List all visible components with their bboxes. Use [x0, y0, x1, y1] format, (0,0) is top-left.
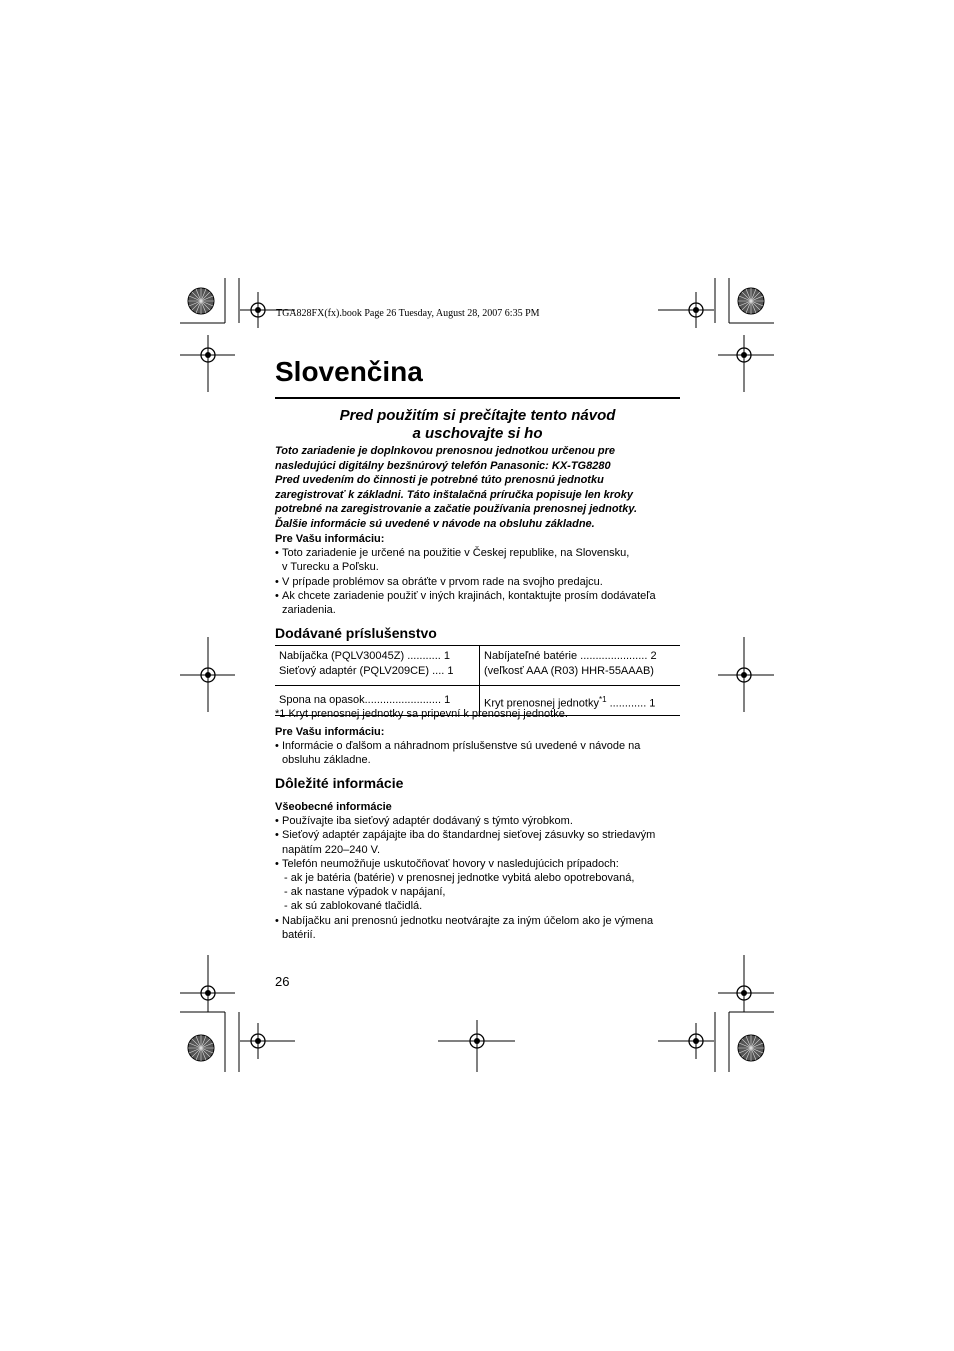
intro-line: nasledujúci digitálny bezšnúrový telefón Panasonic: KX-TG8280	[275, 459, 611, 472]
info-bullet-cont: napätím 220–240 V.	[282, 843, 381, 856]
accessory-cell	[480, 646, 681, 686]
info-bullet: • Telefón neumožňuje uskutočňovať hovory v nasledujúcich prípadoch:	[275, 857, 695, 871]
info-bullet-cont: obsluhu základne.	[282, 754, 371, 767]
accessory-item: Kryt prenosnej jednotky	[484, 697, 599, 710]
accessory-item: Spona na opasok......................... 1	[279, 694, 451, 706]
info-bullet-cont: batérií.	[282, 928, 316, 941]
info-bullet: • Sieťový adaptér zapájajte iba do štandardnej sieťovej zásuvky so striedavým	[275, 828, 695, 842]
page-number: 26	[275, 974, 290, 989]
info-bullet-cont: v Turecku a Poľsku.	[282, 561, 379, 574]
intro-paragraph	[275, 444, 680, 531]
info-bullet: • Nabíjačku ani prenosnú jednotku neotvárajte za iným účelom ako je výmena	[275, 914, 695, 928]
info-heading: Pre Vašu informáciu:	[275, 533, 385, 545]
info-block-1	[275, 532, 695, 617]
accessory-item: (veľkosť AAA (R03) HHR-55AAAB)	[484, 664, 654, 677]
subtitle-line: Pred použitím si prečítajte tento návod	[339, 407, 616, 424]
subtitle-line: a uschovajte si ho	[412, 425, 543, 442]
accessory-qty: ............ 1	[606, 697, 656, 710]
info-bullet: • Používajte iba sieťový adaptér dodávaný s týmto výrobkom.	[275, 814, 695, 828]
general-info-heading: Všeobecné informácie	[275, 801, 392, 813]
footnote: *1 Kryt prenosnej jednotky sa pripevní k prenosnej jednotke.	[275, 708, 568, 720]
intro-line: zaregistrovať k základni. Táto inštalačná príručka popisuje len kroky	[275, 488, 634, 501]
info-bullet: • Ak chcete zariadenie použiť v iných krajinách, kontaktujte prosím dodávateľa	[275, 589, 695, 603]
info-subitem: - ak sú zablokované tlačidlá.	[284, 900, 423, 913]
intro-line: Toto zariadenie je doplnkovou prenosnou jednotkou určenou pre	[275, 445, 616, 457]
accessory-item: Sieťový adaptér (PQLV209CE) .... 1	[279, 664, 454, 677]
page-title: Slovenčina	[275, 356, 423, 387]
accessories-table	[275, 645, 680, 716]
info-bullet: • Toto zariadenie je určené na použitie v Českej republike, na Slovensku,	[275, 546, 695, 560]
info-subitem: - ak je batéria (batérie) v prenosnej jednotke vybitá alebo opotrebovaná,	[284, 872, 635, 885]
accessories-heading: Dodávané príslušenstvo	[275, 625, 437, 641]
info-subitem: - ak nastane výpadok v napájaní,	[284, 886, 446, 899]
info-heading: Pre Vašu informáciu:	[275, 726, 385, 738]
intro-line: Pred uvedením do činnosti je potrebné túto prenosnú jednotku	[275, 474, 604, 486]
print-header: TGA828FX(fx).book Page 26 Tuesday, August 28, 2007 6:35 PM	[276, 308, 540, 319]
info-bullet-cont: zariadenia.	[282, 604, 336, 617]
title-rule	[275, 397, 680, 399]
intro-line: Ďalšie informácie sú uvedené v návode na obsluhu základne.	[275, 517, 595, 530]
accessory-item: Nabíjačka (PQLV30045Z) ........... 1	[279, 650, 450, 662]
footnote-ref: *1	[598, 695, 607, 704]
accessory-cell	[275, 646, 480, 686]
info-bullet: • Informácie o ďalšom a náhradnom príslušenstve sú uvedené v návode na	[275, 739, 695, 753]
intro-line: potrebné na zaregistrovanie a začatie používania prenosnej jednotky.	[275, 503, 638, 515]
section-subtitle	[275, 407, 680, 443]
info-bullet: • V prípade problémov sa obráťte v prvom rade na svojho predajcu.	[275, 575, 695, 589]
info-block-2	[275, 725, 695, 768]
important-heading: Dôležité informácie	[275, 775, 404, 791]
important-block	[275, 800, 695, 942]
accessory-item: Nabíjateľné batérie ...................... 2	[484, 650, 657, 662]
